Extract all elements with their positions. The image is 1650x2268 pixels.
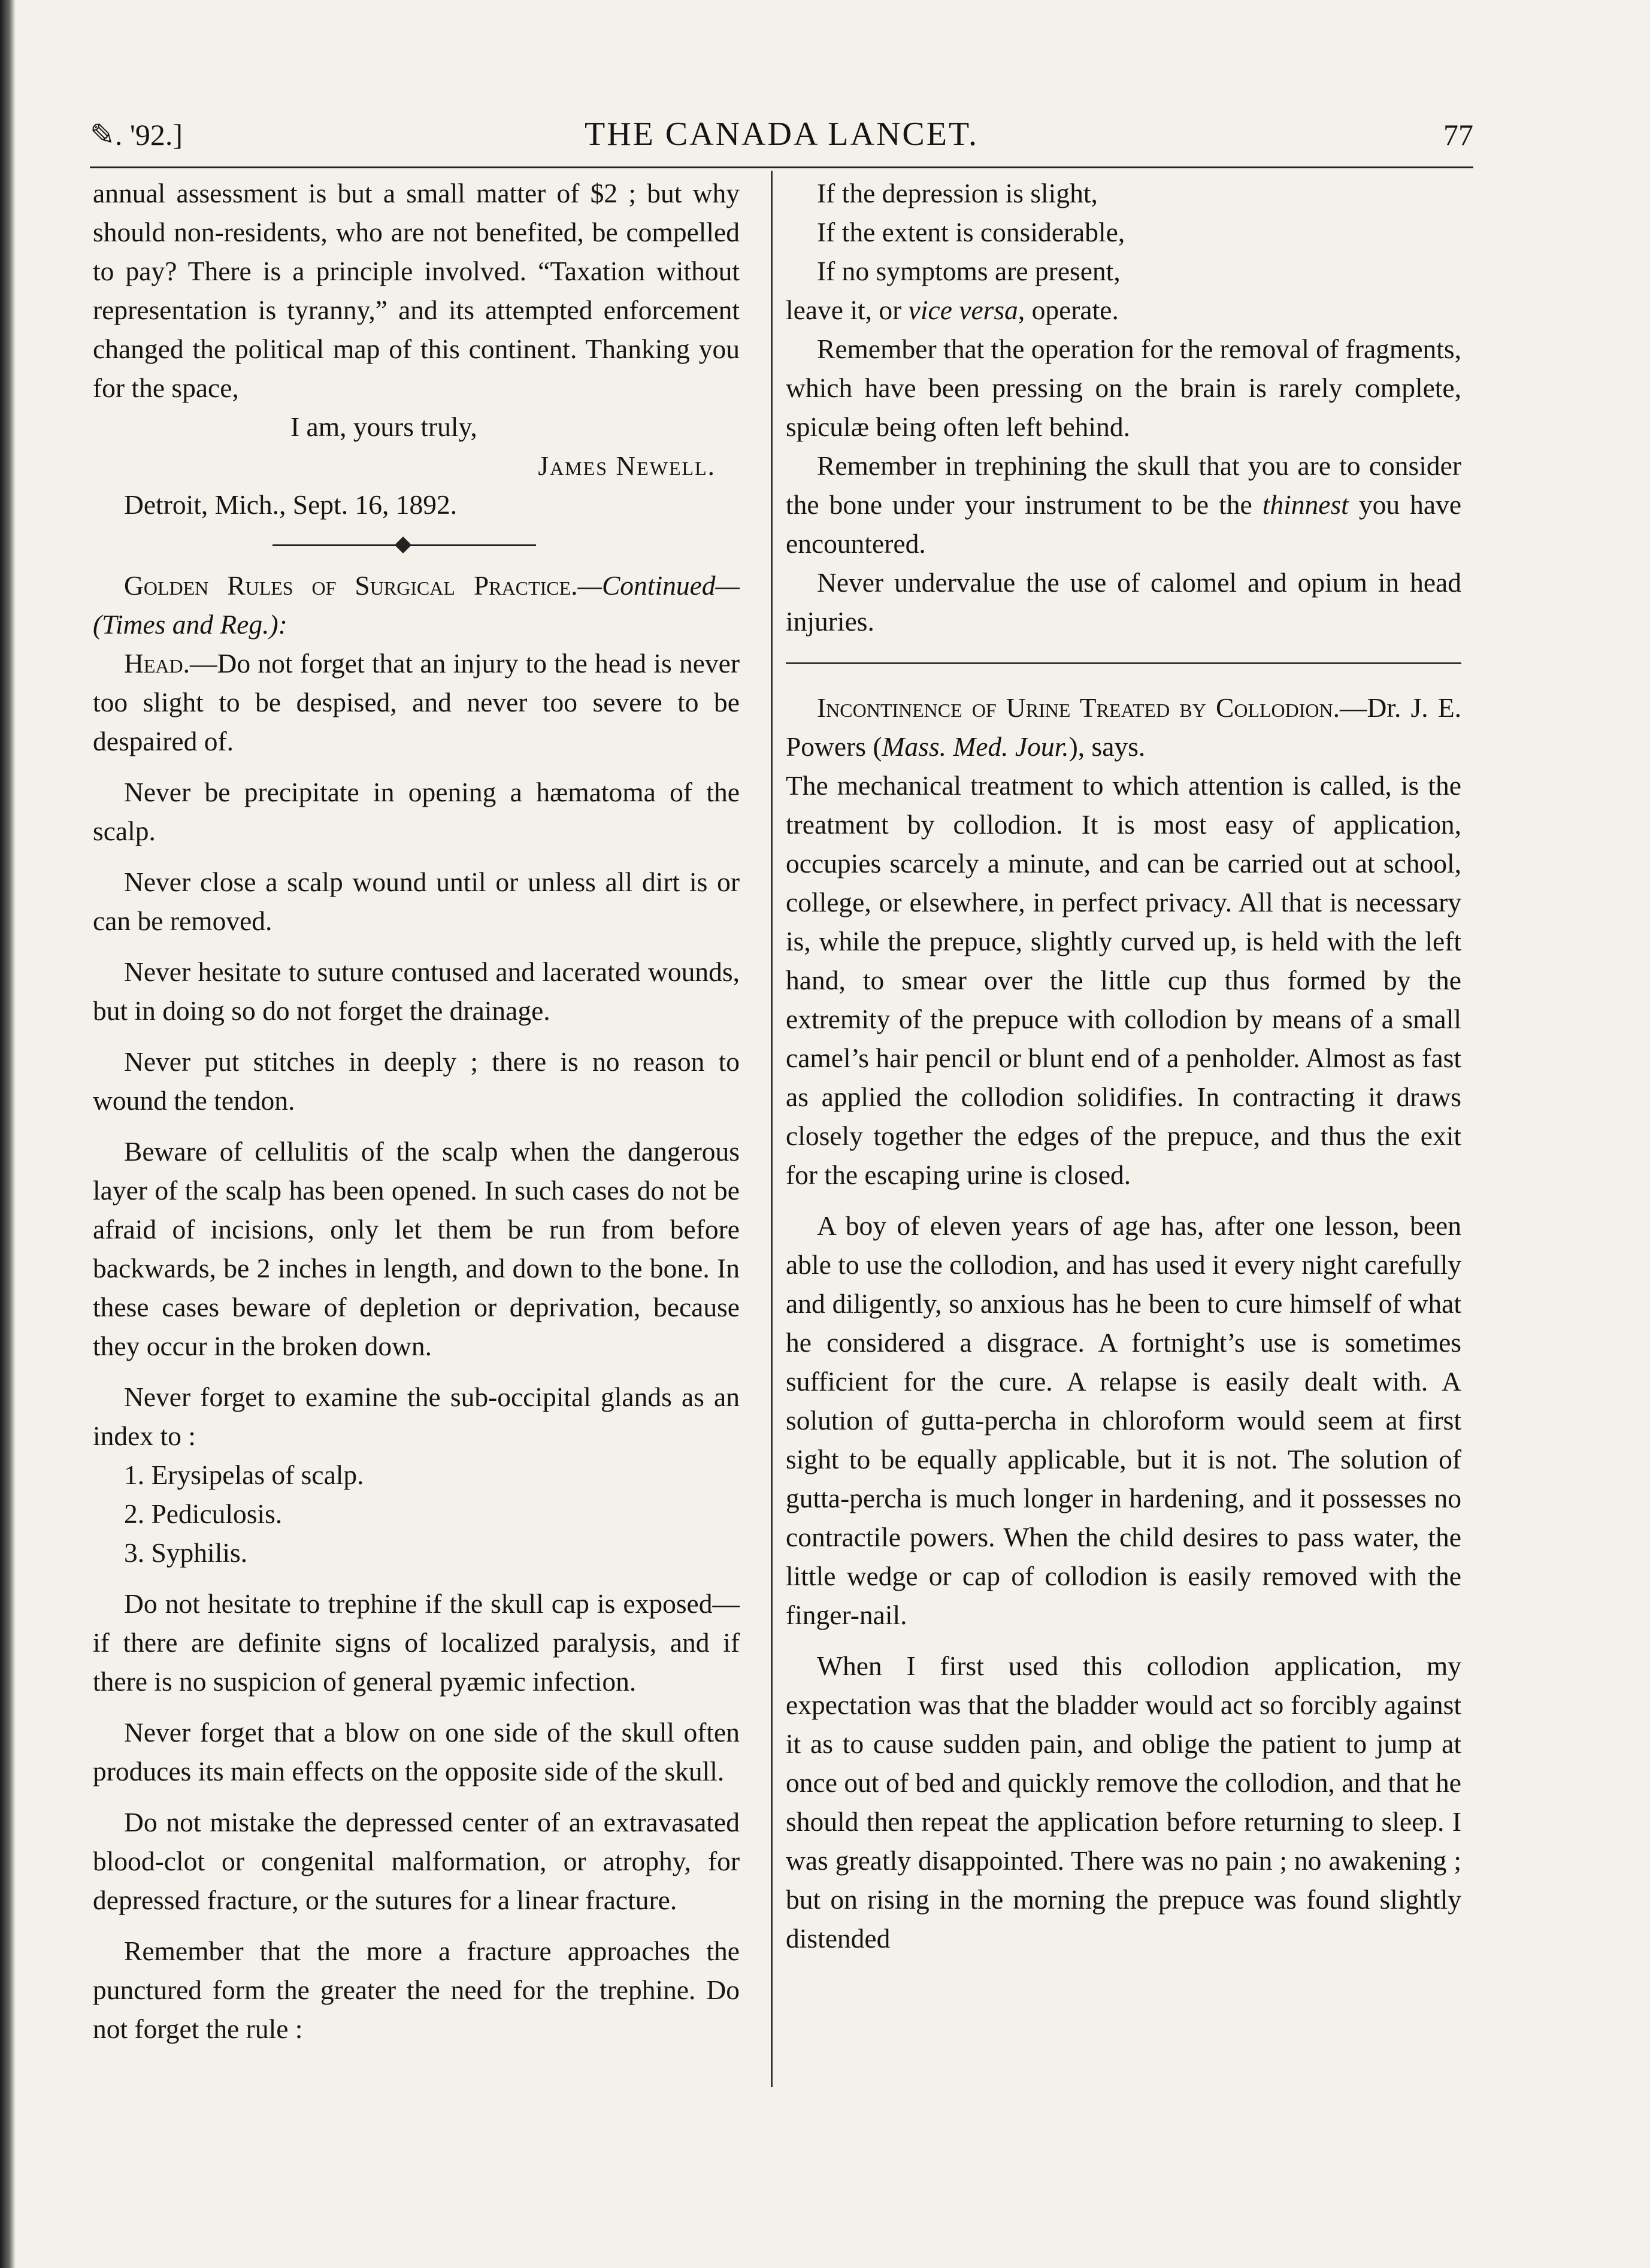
section-divider — [93, 524, 740, 566]
article-heading — [93, 566, 740, 644]
article2-paragraph: When I first used this collodion application, my expectation was that the bladder would act so forcibly against it as to cause sudden pain, and oblige the patient to jump at once out of bed and quickly remove the collodion, and that he should then repeat the application before returning to sleep. I was greatly disappointed. There was no pain ; no awakening ; but on rising in the morning the prepuce was found slightly distended — [786, 1651, 1461, 1954]
rule-paragraph: Do not mistake the depressed center of an extravasated blood-clot or congenital malformation, or atrophy, for depressed fracture, or the sutures for a linear fracture. — [93, 1807, 740, 1915]
list-item: 1. Erysipelas of scalp. — [124, 1459, 364, 1490]
journal-title: THE CANADA LANCET. — [584, 116, 979, 153]
list-item: 2. Pediculosis. — [124, 1498, 283, 1529]
trephine-rule-line: If the depression is slight, — [817, 178, 1098, 208]
rule-paragraph: Never put stitches in deeply ; there is no reason to wound the tendon. — [93, 1046, 740, 1116]
rule-paragraph: Remember that the more a fracture approaches the punctured form the greater the need for the trephine. Do not forget the rule : — [93, 1936, 740, 2044]
trephining-italic: thinnest — [1262, 489, 1349, 520]
letter-continuation: annual assessment is but a small matter of $2 ; but why should non-residents, who are not benefited, be compelled to pay? There is a principle involved. “Taxation without representation is tyranny,” and its attempted enforcement changed the political map of this continent. Thanking you for the space, — [93, 178, 740, 403]
rule-paragraph: Beware of cellulitis of the scalp when the dangerous layer of the scalp has been opened. In such cases do not be afraid of incisions, only let them be run from before backwards, be 2 inches in length, and down to the bone. In these cases beware of depletion or deprivation, because they occur in the broken down. — [93, 1136, 740, 1361]
article2-source: Mass. Med. Jour. — [882, 731, 1069, 762]
rule-paragraph: Never forget that a blow on one side of the skull often produces its main effects on the opposite side of the skull. — [93, 1717, 740, 1786]
header-rule — [90, 166, 1473, 168]
article2-lead-end: ), says. — [1068, 731, 1146, 762]
article2-paragraph: The mechanical treatment to which attention is called, is the treatment by collodion. It is most easy of application, occupies scarcely a minute, and can be carried out at school, college, or elsewhere, in perfect privacy. All that is necessary is, while the prepuce, slightly curved up, is held with the left hand, to smear over the little cup thus formed by the extremity of the prepuce with collodion by means of a small camel’s hair pencil or blunt end of a penholder. Almost as fast as applied the collodion solidifies. In contracting it draws closely together the edges of the prepuce, and thus the exit for the escaping urine is closed. — [786, 770, 1461, 1190]
rule-paragraph: Never hesitate to suture contused and lacerated wounds, but in doing so do not forget the drainage. — [93, 956, 740, 1026]
article2-paragraph: A boy of eleven years of age has, after one lesson, been able to use the collodion, and has used it every night carefully and diligently, so anxious has he been to cure himself of what he considered a disgrace. A fortnight’s use is sometimes sufficient for the cure. A relapse is easily dealt with. A solution of gutta-percha in chloroform would seem at first sight to be equally applicable, but it is not. The solution of gutta-percha is much longer in hardening, and it possesses no contractile powers. When the child desires to pass water, the little wedge or cap of collodion is easily removed with the finger-nail. — [786, 1210, 1461, 1630]
conclusion-italic: vice versa — [908, 295, 1018, 325]
article-title: Golden Rules of Surgical Practice. — [124, 570, 578, 601]
column-divider — [771, 171, 773, 2087]
trephining-text: Remember in trephining the skull that you are to consider the bone under your instrument to be the — [786, 450, 1461, 520]
running-header — [90, 102, 1473, 162]
article2-title: Incontinence of Urine Treated by Collodion. — [817, 692, 1340, 723]
list-item: 3. Syphilis. — [124, 1537, 248, 1568]
trephine-rule-conclusion — [786, 290, 1461, 329]
page-number: 77 — [1443, 118, 1473, 152]
trephine-rule-line: If no symptoms are present, — [817, 256, 1121, 286]
conclusion-text: leave it, or — [786, 295, 909, 325]
section-divider — [786, 662, 1461, 664]
divider-ornament — [395, 537, 411, 553]
head-text: —Do not forget that an injury to the head is never too slight to be despised, and never too severe to be despaired of. — [93, 648, 740, 756]
trephine-rule-line: If the extent is considerable, — [817, 217, 1125, 247]
calomel-paragraph: Never undervalue the use of calomel and opium in head injuries. — [786, 567, 1461, 637]
letter-dateline: Detroit, Mich., Sept. 16, 1892. — [124, 489, 458, 520]
scan-binding-edge — [0, 0, 16, 2268]
conclusion-text-end: , operate. — [1018, 295, 1119, 325]
head-label: Head. — [124, 648, 190, 679]
left-column — [93, 174, 740, 2048]
rule-paragraph: Do not hesitate to trephine if the skull cap is exposed—if there are definite signs of localized paralysis, and if there is no suspicion of general pyæmic infection. — [93, 1588, 740, 1697]
trephining-text-end: you have encountered. — [786, 489, 1462, 559]
rule-paragraph: Never be precipitate in opening a hæmatoma of the scalp. — [93, 777, 740, 846]
right-column — [786, 174, 1461, 1958]
trephining-paragraph — [786, 446, 1461, 563]
article-title-continued: —Continued—(Times and Reg.): — [93, 570, 740, 640]
letter-signature: James Newell. — [538, 450, 716, 481]
rule-paragraph: Never forget to examine the sub-occipital glands as an index to : — [93, 1382, 740, 1451]
article2-heading — [786, 688, 1461, 766]
article2-lead: —Dr. J. E. Powers ( — [786, 692, 1461, 762]
letter-signoff: I am, yours truly, — [290, 411, 477, 442]
fragments-paragraph: Remember that the operation for the removal of fragments, which have been pressing on the brain is rarely complete, spiculæ being often left behind. — [786, 334, 1461, 442]
header-date: ✎. '92.] — [90, 118, 183, 152]
head-paragraph — [93, 644, 740, 761]
rule-paragraph: Never close a scalp wound until or unless all dirt is or can be removed. — [93, 867, 740, 936]
